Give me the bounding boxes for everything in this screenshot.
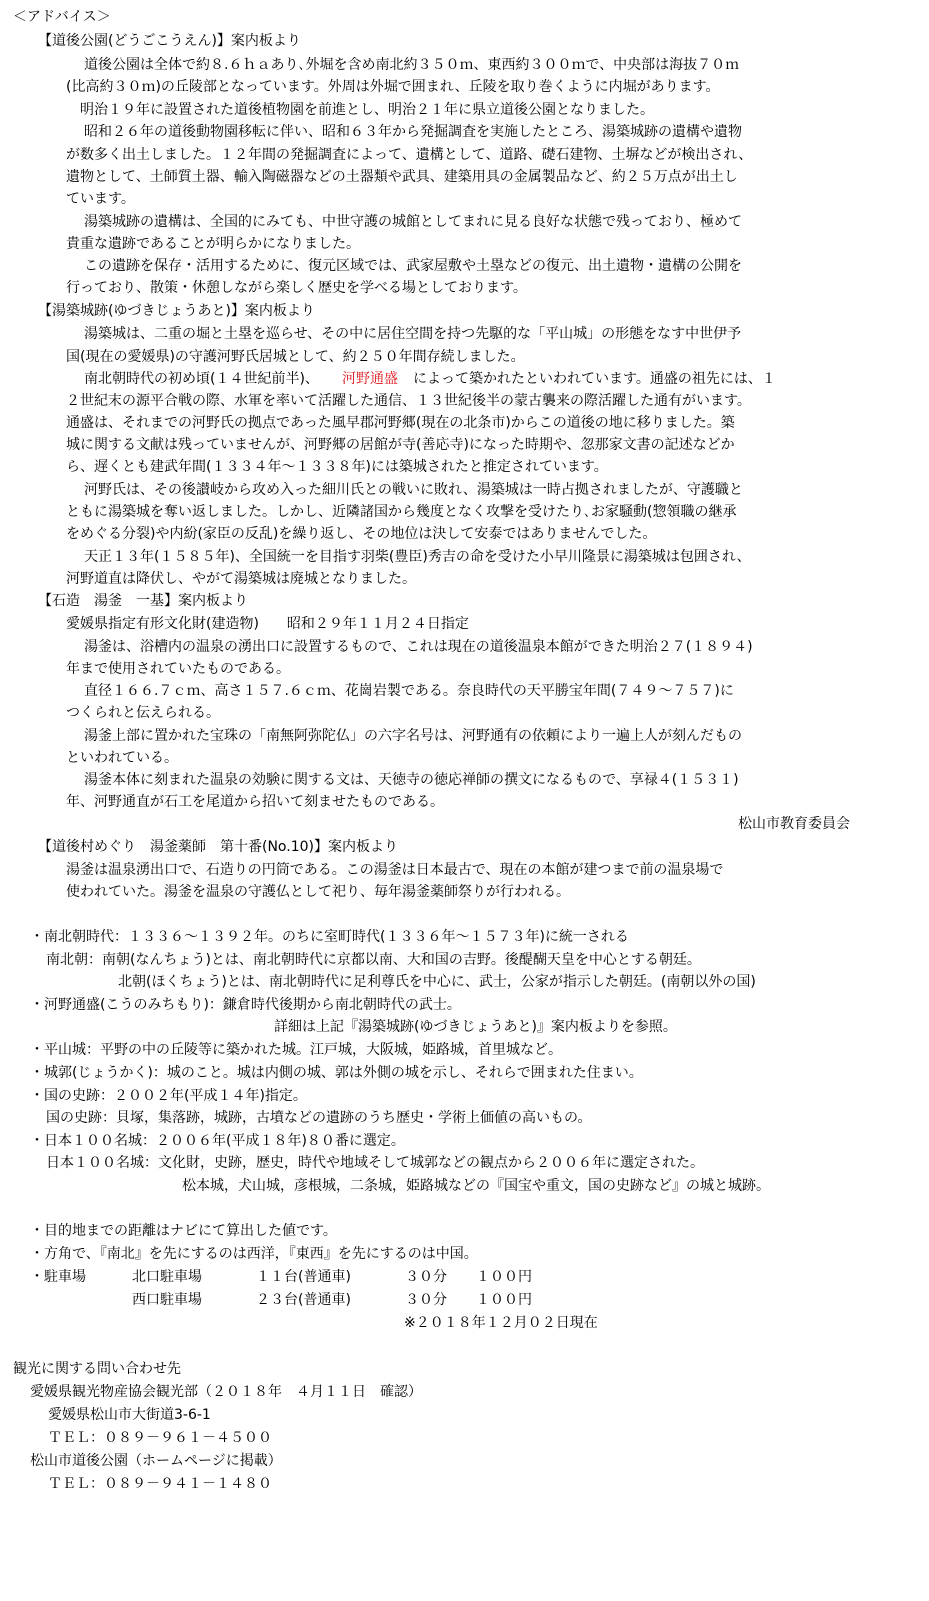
yuzuki-p3-l2: ともに湯築城を奪い返しました。しかし、近隣諸国から幾度となく攻撃を受けたり､お家騒動(惣領職の継承 xyxy=(66,504,737,520)
parking-north-time: ３０分 xyxy=(405,1269,447,1285)
note-hirayama: ・平山城：平野の中の丘陵等に築かれた城。江戸城，大阪城，姫路城，首里城など。 xyxy=(30,1042,562,1058)
note-direction: ・方角で、『南北』を先にするのは西洋，『東西』を先にするのは中国。 xyxy=(30,1246,478,1262)
note-distance: ・目的地までの距離はナビにて算出した値です。 xyxy=(30,1223,337,1239)
dogo-park-p3-l4: ています。 xyxy=(66,191,135,207)
yugama-p3-l2: といわれている。 xyxy=(66,750,178,766)
yugama-p3-l1: 湯釜上部に置かれた宝珠の「南無阿弥陀仏」の六字名号は、河野通有の依頼により一遍上人が刻んだもの xyxy=(84,728,742,744)
yuzuki-p2-l1c: によって築かれたといわれています。通盛の祖先には、１ xyxy=(413,371,776,387)
note-100-l1: ・日本１００名城：２００６年(平成１８年)８０番に選定。 xyxy=(30,1133,405,1149)
note-kono-l1: ・河野通盛(こうのみちもり)：鎌倉時代後期から南北朝時代の武士。 xyxy=(30,997,461,1013)
note-shiseki-l1: ・国の史跡：２００２年(平成１４年)指定。 xyxy=(30,1088,307,1104)
parking-west-count: ２３台(普通車) xyxy=(256,1292,351,1308)
yugama-p2-l2: つくられと伝えられる。 xyxy=(66,705,220,721)
note-100-l3: 松本城，犬山城，彦根城，二条城，姫路城などの『国宝や重文，国の史跡など』の城と城跡。 xyxy=(182,1178,770,1194)
dogo-park-p4-l1: 湯築城跡の遺構は、全国的にみても、中世守護の城館としてまれに見る良好な状態で残っており、極めて xyxy=(84,214,742,230)
dogo-park-p4-l2: 貴重な遺跡であることが明らかになりました。 xyxy=(66,236,360,252)
yugama-p1-l1: 湯釜は、浴槽内の温泉の湧出口に設置するもので、これは現在の道後温泉本館ができた明治２７(１８９４) xyxy=(84,639,753,655)
dogo-park-p3-l1: 昭和２６年の道後動物園移転に伴い、昭和６３年から発掘調査を実施したところ、湯築城跡の遺構や遺物 xyxy=(84,124,742,140)
yugama-heading: 【石造 湯釜 一基】案内板より xyxy=(38,593,248,609)
dogo-park-p5-l1: この遺跡を保存・活用するために、復元区域では、武家屋敷や土塁などの復元、出土遺物・遺構の公開を xyxy=(84,258,742,274)
dogo-park-p1-l1: 道後公園は全体で約８.６ｈａあり､外堀を含め南北約３５０ｍ、東西約３００ｍで、中央部は海抜７０ｍ xyxy=(84,57,740,73)
yuzuki-p3-l1: 河野氏は、その後讃岐から攻め入った細川氏との戦いに敗れ、湯築城は一時占拠されましたが、守護職と xyxy=(84,482,743,498)
dogo-village-l1: 湯釜は温泉湧出口で、石造りの円筒である。この湯釜は日本最古で、現在の本館が建つまで前の温泉場で xyxy=(66,862,724,878)
yuzuki-p1-l2: 国(現在の愛媛県)の守護河野氏居城として、約２５０年間存続しました。 xyxy=(66,349,525,365)
advice-heading: ＜アドバイス＞ xyxy=(13,9,111,25)
yugama-p1-l2: 年まで使用されていたものである。 xyxy=(66,661,290,677)
dogo-park-heading: 【道後公園(どうごこうえん)】案内板より xyxy=(38,33,301,49)
yuzuki-p2-l5: ら、遅くとも建武年間(１３３４年～１３３８年)には築城されたと推定されています。 xyxy=(66,459,608,475)
yuzuki-p2-l4: 城に関する文献は残っていませんが、河野郷の居館が寺(善応寺)になった時期や、忽那家文書の記述などか xyxy=(66,437,735,453)
note-kono-l2: 詳細は上記『湯築城跡(ゆづきじょうあと)』案内板よりを参照。 xyxy=(274,1019,677,1035)
note-100-l2: 日本１００名城：文化財，史跡，歴史，時代や地域そして城郭などの観点から２００６年に選定された。 xyxy=(46,1155,704,1171)
yuzuki-heading: 【湯築城跡(ゆづきじょうあと)】案内板より xyxy=(38,303,315,319)
note-nanbokucho-l1: ・南北朝時代：１３３６～１３９２年。のちに室町時代(１３３６年～１５７３年)に統一される xyxy=(30,929,629,945)
parking-label: ・駐車場 xyxy=(30,1269,86,1285)
yuzuki-p2-l2: ２世紀末の源平合戦の際、水軍を率いて活躍した通信、１３世紀後半の蒙古襲来の際活躍した通有がいます。 xyxy=(66,393,751,409)
note-jokaku: ・城郭(じょうかく)：城のこと。城は内側の城、郭は外側の城を示し、それらで囲まれた住まい。 xyxy=(30,1065,643,1081)
parking-asof: ※２０１８年１２月０２日現在 xyxy=(404,1315,598,1331)
contact-2-name: 松山市道後公園（ホームページに掲載） xyxy=(30,1453,282,1469)
yuzuki-p2-l1a: 南北朝時代の初め頃(１４世紀前半)、 xyxy=(84,371,319,387)
yuzuki-p2-l1b: 河野通盛 xyxy=(342,371,398,387)
contact-1-name: 愛媛県観光物産協会観光部（２０１８年 ４月１１日 確認） xyxy=(30,1384,422,1400)
parking-west-price: １００円 xyxy=(476,1292,532,1308)
note-shiseki-l2: 国の史跡：貝塚，集落跡，城跡，古墳などの遺跡のうち歴史・学術上価値の高いもの。 xyxy=(46,1110,592,1126)
parking-north-count: １１台(普通車) xyxy=(256,1269,351,1285)
yuzuki-p3-l3: をめぐる分裂)や内紛(家臣の反乱)を繰り返し、その地位は決して安泰ではありませんでした。 xyxy=(66,526,657,542)
dogo-village-heading: 【道後村めぐり 湯釜薬師 第十番(No.10)】案内板より xyxy=(38,839,398,855)
contact-2-tel: ＴＥＬ：０８９－９４１－１４８０ xyxy=(48,1476,272,1492)
contact-heading: 観光に関する問い合わせ先 xyxy=(13,1361,181,1377)
yuzuki-p1-l1: 湯築城は、二重の堀と土塁を巡らせ、その中に居住空間を持つ先駆的な「平山城」の形態をなす中世伊予 xyxy=(84,326,742,342)
dogo-park-p2-l1: 明治１９年に設置された道後植物園を前進とし、明治２１年に県立道後公園となりました。 xyxy=(80,102,654,118)
note-nanbokucho-l2: 南北朝：南朝(なんちょう)とは、南北朝時代に京都以南、大和国の吉野。後醍醐天皇を中心とする朝廷。 xyxy=(46,952,701,968)
yuzuki-p4-l1: 天正１３年(１５８５年)、全国統一を目指す羽柴(豊臣)秀吉の命を受けた小早川隆景に湯築城は包囲され、 xyxy=(84,549,751,565)
yugama-p4-l2: 年、河野通直が石工を尾道から招いて刻ませたものである。 xyxy=(66,794,444,810)
yuzuki-p2-l3: 通盛は、それまでの河野氏の拠点であった風早郡河野郷(現在の北条市)からこの道後の地に移りました。築 xyxy=(66,415,735,431)
parking-north-name: 北口駐車場 xyxy=(132,1269,202,1285)
parking-west-name: 西口駐車場 xyxy=(132,1292,202,1308)
parking-west-time: ３０分 xyxy=(405,1292,447,1308)
yugama-designation: 愛媛県指定有形文化財(建造物) 昭和２９年１１月２４日指定 xyxy=(66,616,469,632)
dogo-park-p5-l2: 行っており、散策・休憩しながら楽しく歴史を学べる場としております。 xyxy=(66,280,527,296)
dogo-park-p3-l3: 遺物として、土師質土器、輸入陶磁器などの土器類や武具、建築用具の金属製品など、約２５万点が出土し xyxy=(66,169,738,185)
dogo-park-p1-l2: (比高約３０ｍ)の丘陵部となっています。外周は外堀で囲まれ、丘陵を取り巻くように内堀があります。 xyxy=(66,79,720,95)
dogo-park-p3-l2: が数多く出土しました。１２年間の発掘調査によって、遺構として、道路、礎石建物、土塀などが検出され、 xyxy=(66,147,753,163)
dogo-village-l2: 使われていた。湯釜を温泉の守護仏として祀り、毎年湯釜薬師祭りが行われる。 xyxy=(66,884,570,900)
yugama-signature: 松山市教育委員会 xyxy=(738,816,850,832)
yuzuki-p4-l2: 河野道直は降伏し、やがて湯築城は廃城となりました。 xyxy=(66,571,416,587)
yugama-p2-l1: 直径１６６.７ｃｍ、高さ１５７.６ｃｍ、花崗岩製である。奈良時代の天平勝宝年間(７４９～７５７)に xyxy=(84,683,734,699)
contact-1-tel: ＴＥＬ：０８９－９６１－４５００ xyxy=(48,1430,272,1446)
contact-1-address: 愛媛県松山市大街道3-6-1 xyxy=(48,1407,211,1423)
note-nanbokucho-l3: 北朝(ほくちょう)とは、南北朝時代に足利尊氏を中心に、武士，公家が指示した朝廷。(南朝以外の国) xyxy=(118,974,756,990)
parking-north-price: １００円 xyxy=(476,1269,532,1285)
yugama-p4-l1: 湯釜本体に刻まれた温泉の効験に関する文は、天徳寺の徳応禅師の撰文になるもので、享禄４(１５３１) xyxy=(84,772,739,788)
